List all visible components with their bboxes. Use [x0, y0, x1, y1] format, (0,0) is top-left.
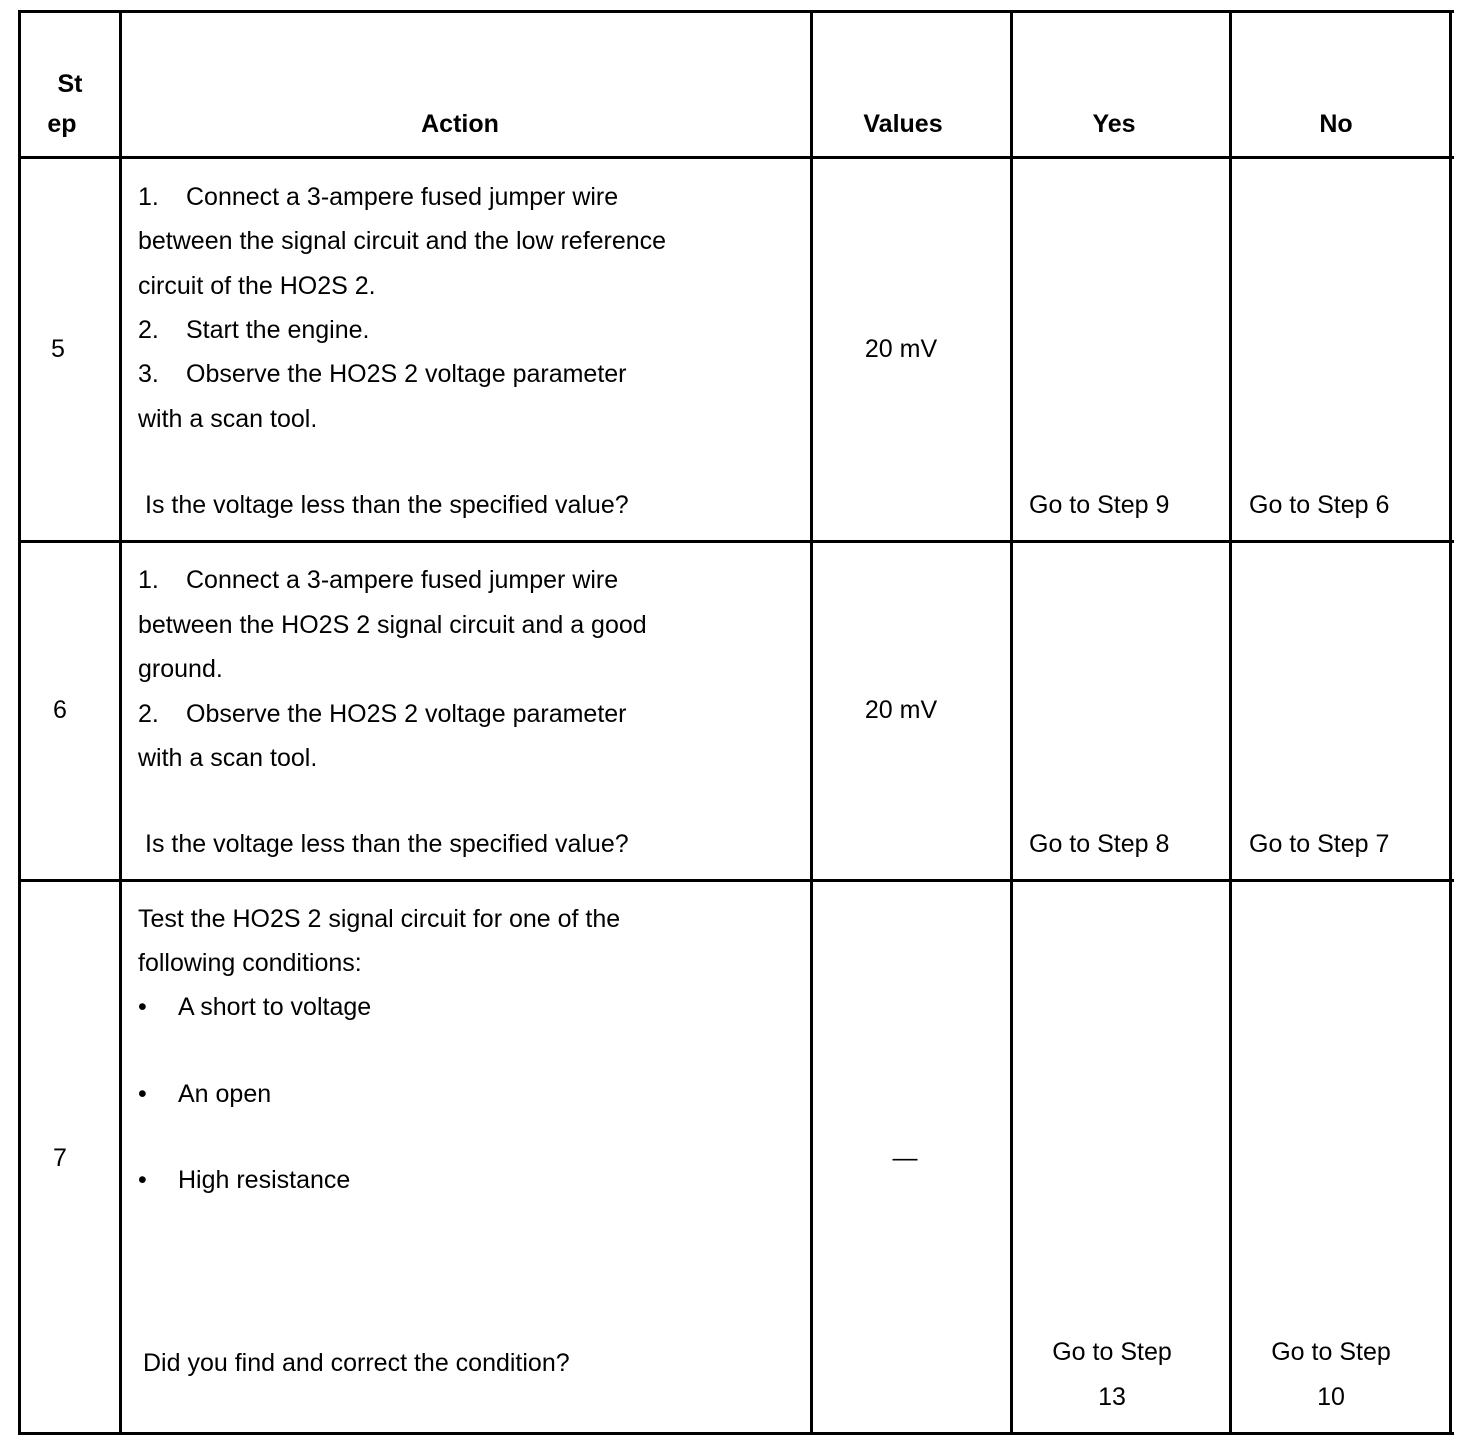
yes-cell: Go to Step 9: [1029, 491, 1170, 519]
list-item: 1. Connect a 3-ampere fused jumper wire: [138, 566, 619, 594]
list-item: between the signal circuit and the low reference: [138, 227, 667, 255]
header-action: Action: [421, 110, 499, 138]
bullet-icon: •: [138, 993, 147, 1021]
step-number: 5: [51, 335, 65, 363]
step-number: 6: [53, 696, 67, 724]
list-item: circuit of the HO2S 2.: [138, 272, 376, 300]
value-cell: —: [892, 1144, 918, 1172]
row-divider: [18, 540, 1454, 543]
action-intro: Test the HO2S 2 signal circuit for one of the: [138, 905, 621, 933]
row-divider: [18, 156, 1454, 159]
no-cell: Go to Step 6: [1249, 491, 1390, 519]
header-step-line1: St: [57, 70, 83, 98]
list-item: with a scan tool.: [138, 405, 318, 433]
list-item: • High resistance: [138, 1158, 350, 1202]
header-no: No: [1319, 110, 1353, 138]
no-cell: Go to Step 7: [1249, 830, 1390, 858]
column-divider: [18, 10, 21, 1435]
row-divider: [18, 1432, 1454, 1435]
list-item: 3. Observe the HO2S 2 voltage parameter: [138, 360, 627, 388]
row-divider: [18, 10, 1454, 13]
no-cell: 10: [1317, 1383, 1345, 1411]
column-divider: [1229, 10, 1232, 1435]
header-values: Values: [863, 110, 943, 138]
row-divider: [18, 879, 1454, 882]
action-intro: following conditions:: [138, 949, 362, 977]
value-cell: 20 mV: [864, 696, 938, 724]
yes-cell: 13: [1098, 1383, 1126, 1411]
list-item: • A short to voltage: [138, 985, 371, 1029]
list-item: ground.: [138, 655, 223, 683]
action-question: Did you find and correct the condition?: [143, 1349, 570, 1377]
header-step-line2: ep: [47, 110, 77, 138]
column-divider: [119, 10, 122, 1435]
list-item: between the HO2S 2 signal circuit and a good: [138, 611, 647, 639]
list-item: 1. Connect a 3-ampere fused jumper wire: [138, 183, 619, 211]
no-cell: Go to Step: [1271, 1338, 1391, 1366]
list-item: 2. Observe the HO2S 2 voltage parameter: [138, 700, 627, 728]
column-divider: [1449, 10, 1452, 1435]
list-item: with a scan tool.: [138, 744, 318, 772]
action-question: Is the voltage less than the specified value?: [145, 491, 629, 519]
value-cell: 20 mV: [864, 335, 938, 363]
header-yes: Yes: [1092, 110, 1136, 138]
action-question: Is the voltage less than the specified value?: [145, 830, 629, 858]
step-number: 7: [53, 1144, 67, 1172]
yes-cell: Go to Step 8: [1029, 830, 1170, 858]
list-item: 2. Start the engine.: [138, 316, 370, 344]
column-divider: [1010, 10, 1013, 1435]
list-item: • An open: [138, 1072, 271, 1116]
bullet-icon: •: [138, 1080, 147, 1108]
yes-cell: Go to Step: [1052, 1338, 1172, 1366]
bullet-icon: •: [138, 1166, 147, 1194]
